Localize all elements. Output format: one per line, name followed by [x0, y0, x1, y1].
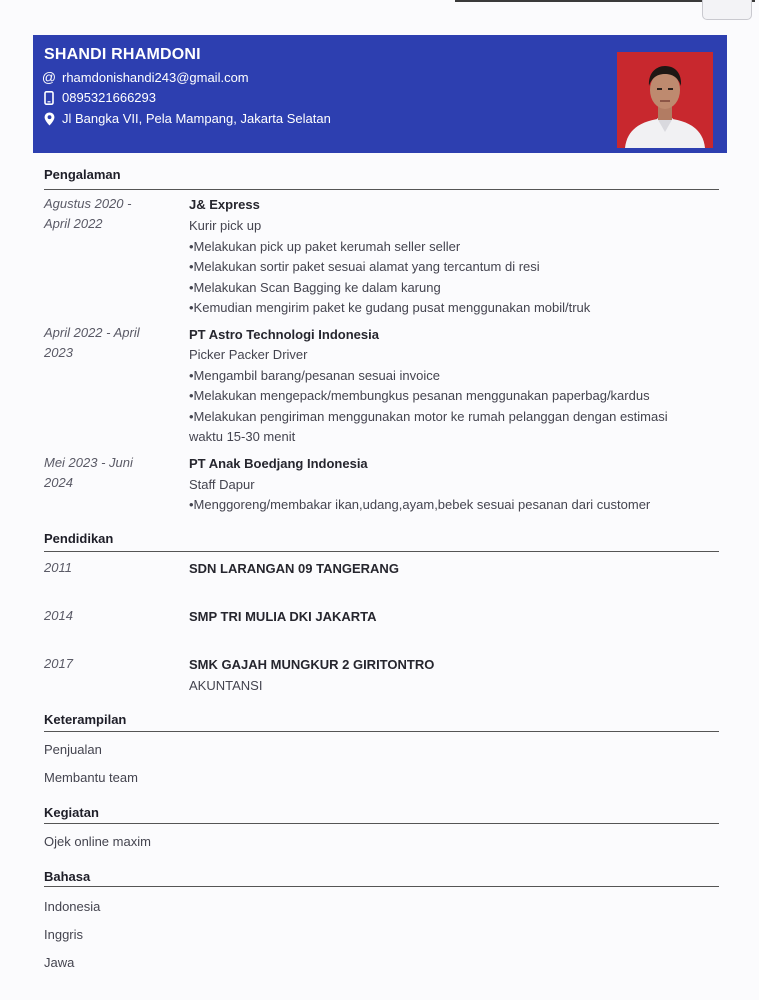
divider — [44, 823, 719, 824]
experience-point: •Mengambil barang/pesanan sesuai invoice — [189, 368, 440, 383]
experience-role: Kurir pick up — [189, 218, 262, 233]
profile-photo — [617, 52, 713, 148]
email-row — [42, 69, 249, 85]
experience-date: Agustus 2020 - April 2022 — [44, 196, 132, 231]
experience-point: •Kemudian mengirim paket ke gudang pusat menggunakan mobil/truk — [189, 300, 591, 315]
at-icon: @ — [41, 69, 57, 85]
experience-point: •Melakukan mengepack/membungkus pesanan menggunakan paperbag/kardus — [189, 388, 650, 403]
skill-item: Membantu team — [44, 770, 138, 785]
language-item: Inggris — [44, 927, 84, 942]
education-year: 2014 — [44, 608, 73, 623]
phone-text: 0895321666293 — [62, 90, 156, 105]
experience-point: waktu 15-30 menit — [189, 429, 296, 444]
experience-role: Picker Packer Driver — [189, 347, 308, 362]
experience-point: •Melakukan pengiriman menggunakan motor ke rumah pelanggan dengan estimasi — [189, 409, 668, 424]
address-row — [42, 111, 331, 126]
experience-point: •Melakukan pick up paket kerumah seller seller — [189, 239, 461, 254]
section-title-experience: Pengalaman — [44, 167, 121, 182]
divider — [44, 551, 719, 552]
education-year: 2011 — [44, 560, 72, 575]
experience-role: Staff Dapur — [189, 477, 255, 492]
experience-company: PT Astro Technologi Indonesia — [189, 327, 379, 342]
candidate-name: SHANDI RHAMDONI — [44, 46, 201, 63]
experience-date: Mei 2023 - Juni 2024 — [44, 455, 133, 490]
divider — [44, 731, 719, 732]
experience-company: J& Express — [189, 197, 260, 212]
language-item: Indonesia — [44, 899, 101, 914]
section-title-activities: Kegiatan — [44, 805, 99, 820]
education-school: SDN LARANGAN 09 TANGERANG — [189, 561, 399, 576]
experience-point: •Menggoreng/membakar ikan,udang,ayam,bebek sesuai pesanan dari customer — [189, 497, 651, 512]
phone-row — [42, 90, 156, 105]
section-title-education: Pendidikan — [44, 531, 114, 546]
education-school: SMP TRI MULIA DKI JAKARTA — [189, 609, 377, 624]
phone-icon — [42, 91, 56, 105]
section-title-skills: Keterampilan — [44, 712, 127, 727]
experience-point: •Melakukan Scan Bagging ke dalam karung — [189, 280, 441, 295]
divider — [44, 189, 719, 190]
section-title-languages: Bahasa — [44, 869, 91, 884]
skill-item: Penjualan — [44, 742, 102, 757]
education-year: 2017 — [44, 656, 73, 671]
experience-date: April 2022 - April 2023 — [44, 325, 140, 360]
email-text: rhamdonishandi243@gmail.com — [62, 69, 249, 85]
education-school: SMK GAJAH MUNGKUR 2 GIRITONTRO — [189, 657, 435, 672]
resume-header — [33, 35, 727, 153]
corner-tab — [702, 0, 752, 20]
experience-company: PT Anak Boedjang Indonesia — [189, 456, 368, 471]
divider — [44, 886, 719, 887]
address-text: Jl Bangka VII, Pela Mampang, Jakarta Selatan — [62, 111, 331, 126]
experience-point: •Melakukan sortir paket sesuai alamat yang tercantum di resi — [189, 259, 540, 274]
language-item: Jawa — [44, 955, 75, 970]
location-pin-icon — [42, 112, 56, 126]
education-major: AKUNTANSI — [189, 678, 263, 693]
activity-item: Ojek online maxim — [44, 834, 151, 849]
